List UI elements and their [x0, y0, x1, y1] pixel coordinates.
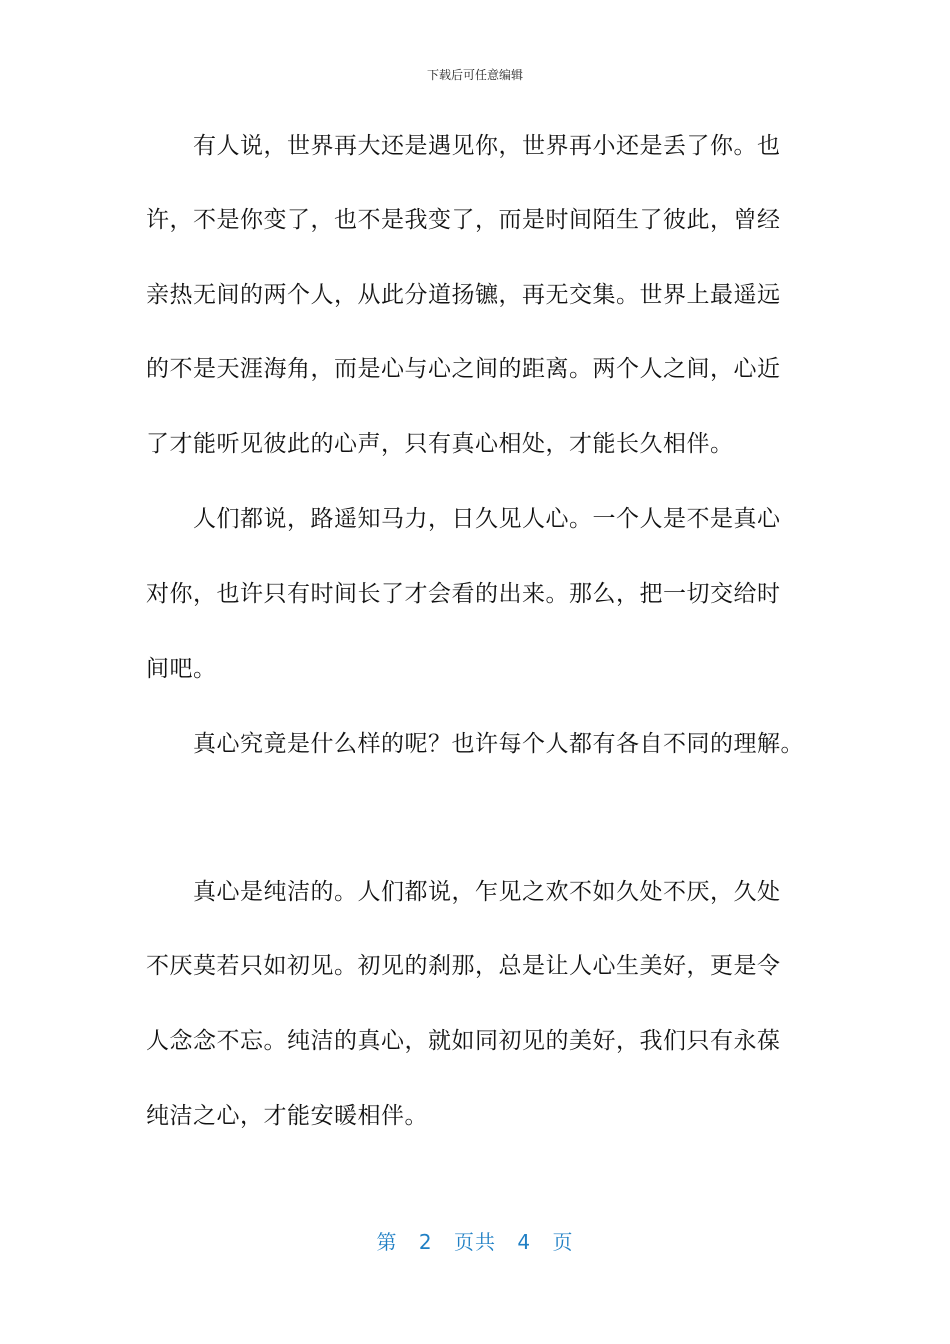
header-note: 下载后可任意编辑	[426, 68, 523, 82]
footer-prefix: 第	[376, 1230, 398, 1254]
paragraph-4-line-1: 真心是纯洁的。人们都说，乍见之欢不如久处不厌，久处	[193, 879, 781, 905]
footer-total-pages: 4	[517, 1230, 532, 1254]
paragraph-1-line-5: 了才能听见彼此的心声，只有真心相处，才能长久相伴。	[146, 431, 734, 457]
paragraph-2-line-3: 间吧。	[146, 656, 217, 682]
page-number-footer	[0, 1226, 950, 1255]
footer-suffix: 页	[552, 1230, 574, 1254]
paragraph-4-line-3: 人念念不忘。纯洁的真心，就如同初见的美好，我们只有永葆	[146, 1028, 781, 1054]
paragraph-3-line-1: 真心究竟是什么样的呢？也许每个人都有各自不同的理解。	[193, 731, 804, 757]
paragraph-1-line-2: 许，不是你变了，也不是我变了，而是时间陌生了彼此，曾经	[146, 207, 781, 233]
paragraph-1-line-4: 的不是天涯海角，而是心与心之间的距离。两个人之间，心近	[146, 356, 781, 382]
paragraph-1-line-3: 亲热无间的两个人，从此分道扬镳，再无交集。世界上最遥远	[146, 282, 781, 308]
paragraph-4-line-2: 不厌莫若只如初见。初见的刹那，总是让人心生美好，更是令	[146, 953, 781, 979]
paragraph-1-line-1: 有人说，世界再大还是遇见你，世界再小还是丢了你。也	[193, 133, 781, 159]
footer-current-page: 2	[418, 1230, 433, 1254]
paragraph-2-line-2: 对你，也许只有时间长了才会看的出来。那么，把一切交给时	[146, 581, 781, 607]
footer-middle: 页共	[454, 1230, 496, 1254]
paragraph-4-line-4: 纯洁之心，才能安暖相伴。	[146, 1103, 428, 1129]
paragraph-2-line-1: 人们都说，路遥知马力，日久见人心。一个人是不是真心	[193, 506, 781, 532]
